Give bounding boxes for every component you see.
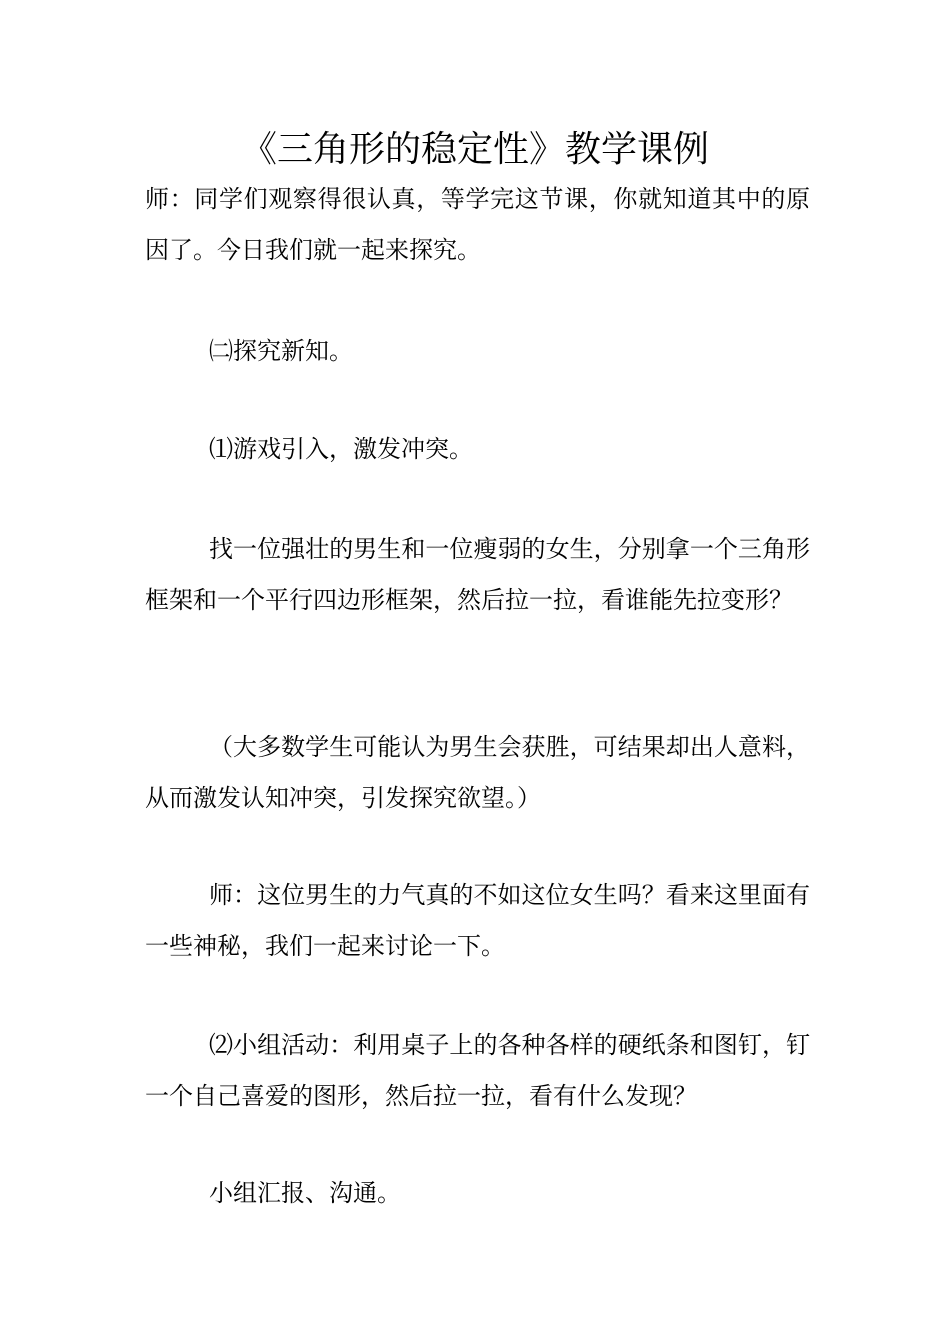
paragraph-step-2: ⑵小组活动：利用桌子上的各种各样的硬纸条和图钉，钉一个自己喜爱的图形，然后拉一拉，看有什么发现？ xyxy=(145,1031,810,1110)
paragraph-intro: 师：同学们观察得很认真，等学完这节课，你就知道其中的原因了。今日我们就一起来探究。 xyxy=(145,185,810,264)
paragraph-game-description: 找一位强壮的男生和一位瘦弱的女生，分别拿一个三角形框架和一个平行四边形框架，然后拉一拉，看谁能先拉变形？ xyxy=(145,535,810,614)
paragraph-section-heading: ㈡探究新知。 xyxy=(209,337,353,365)
paragraph-group-report: 小组汇报、沟通。 xyxy=(209,1179,401,1207)
paragraph-step-1: ⑴游戏引入，激发冲突。 xyxy=(209,435,473,463)
paragraph-teacher-question: 师：这位男生的力气真的不如这位女生吗？看来这里面有一些神秘，我们一起来讨论一下。 xyxy=(145,881,810,960)
document-title: 《三角形的稳定性》教学课例 xyxy=(240,129,709,170)
paragraph-note: （大多数学生可能认为男生会获胜，可结果却出人意料，从而激发认知冲突，引发探究欲望。） xyxy=(145,733,810,812)
